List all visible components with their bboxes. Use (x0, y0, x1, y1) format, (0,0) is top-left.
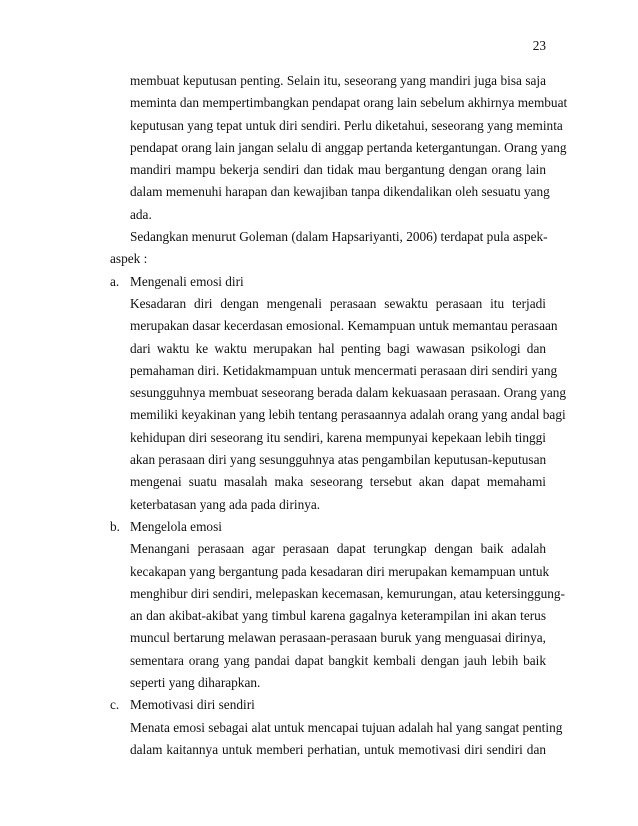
text-line: aspek : (110, 251, 148, 267)
text-line: mandiri mampu bekerja sendiri dan tidak mau bergantung dengan orang lain (130, 162, 546, 178)
list-item-title: Memotivasi diri sendiri (130, 697, 255, 713)
text-line: keterbatasan yang ada pada dirinya. (130, 496, 321, 512)
opening-paragraph (110, 70, 568, 226)
text-line: pemahaman diri. Ketidakmampuan untuk mencermati perasaan diri sendiri yang (130, 362, 558, 378)
list-item-letter: b. (110, 518, 120, 534)
text-line: Kesadaran diri dengan mengenali perasaan sewaktu perasaan itu terjadi (130, 295, 546, 311)
list-item-title: Mengenali emosi diri (130, 273, 244, 289)
list-item (110, 694, 563, 761)
list-item-letter: c. (110, 697, 120, 713)
text-line: an dan akibat-akibat yang timbul karena gagalnya keterampilan ini akan terus (130, 608, 546, 624)
text-line: memiliki keyakinan yang lebih tentang perasaannya adalah orang yang andal bagi (130, 407, 566, 423)
list-item (110, 516, 565, 694)
text-line: membuat keputusan penting. Selain itu, seseorang yang mandiri juga bisa saja (130, 73, 546, 88)
text-line: dalam kaitannya untuk memberi perhatian, untuk memotivasi diri sendiri dan (130, 741, 546, 757)
text-line: mengenai suatu masalah maka seseorang tersebut akan dapat memahami (130, 474, 546, 490)
text-line: pendapat orang lain jangan selalu di anggap pertanda ketergantungan. Orang yang (130, 139, 567, 155)
text-line: sementara orang yang pandai dapat bangkit kembali dengan jauh lebih baik (130, 652, 546, 668)
intro-paragraph (110, 226, 546, 271)
document-body (110, 70, 568, 761)
text-line: dalam memenuhi harapan dan kewajiban tanpa dikendalikan oleh sesuatu yang (130, 184, 550, 200)
page-number: 23 (532, 38, 546, 53)
text-line: keputusan yang tepat untuk diri sendiri. Perlu diketahui, seseorang yang meminta (130, 117, 563, 133)
list-item (110, 271, 567, 516)
text-line: kehidupan diri seseorang itu sendiri, karena mempunyai kepekaan lebih tinggi (130, 429, 546, 445)
text-line: dari waktu ke waktu merupakan hal penting bagi wawasan psikologi dan (130, 340, 546, 356)
text-line: meminta dan mempertimbangkan pendapat orang lain sebelum akhirnya membuat (130, 95, 568, 111)
text-line: Sedangkan menurut Goleman (dalam Hapsariyanti, 2006) terdapat pula aspek- (130, 229, 548, 245)
text-line: muncul bertarung melawan perasaan-perasaan buruk yang menguasai dirinya, (130, 630, 546, 646)
text-line: akan perasaan diri yang sesungguhnya atas pengambilan keputusan-keputusan (130, 452, 547, 468)
text-line: kecakapan yang bergantung pada kesadaran diri merupakan kemampuan untuk (130, 563, 550, 579)
text-line: sesungguhnya membuat seseorang berada dalam kekuasaan perasaan. Orang yang (130, 385, 567, 401)
text-line: merupakan dasar kecerdasan emosional. Kemampuan untuk memantau perasaan (130, 318, 558, 334)
text-line: menghibur diri sendiri, melepaskan kecemasan, kemurungan, atau ketersinggung- (130, 585, 565, 601)
list-item-title: Mengelola emosi (130, 518, 222, 534)
text-line: ada. (130, 206, 152, 222)
text-line: Menata emosi sebagai alat untuk mencapai tujuan adalah hal yang sangat penting (130, 719, 563, 735)
text-line: seperti yang diharapkan. (130, 675, 261, 691)
list-item-letter: a. (110, 273, 120, 289)
text-line: Menangani perasaan agar perasaan dapat terungkap dengan baik adalah (130, 541, 546, 557)
